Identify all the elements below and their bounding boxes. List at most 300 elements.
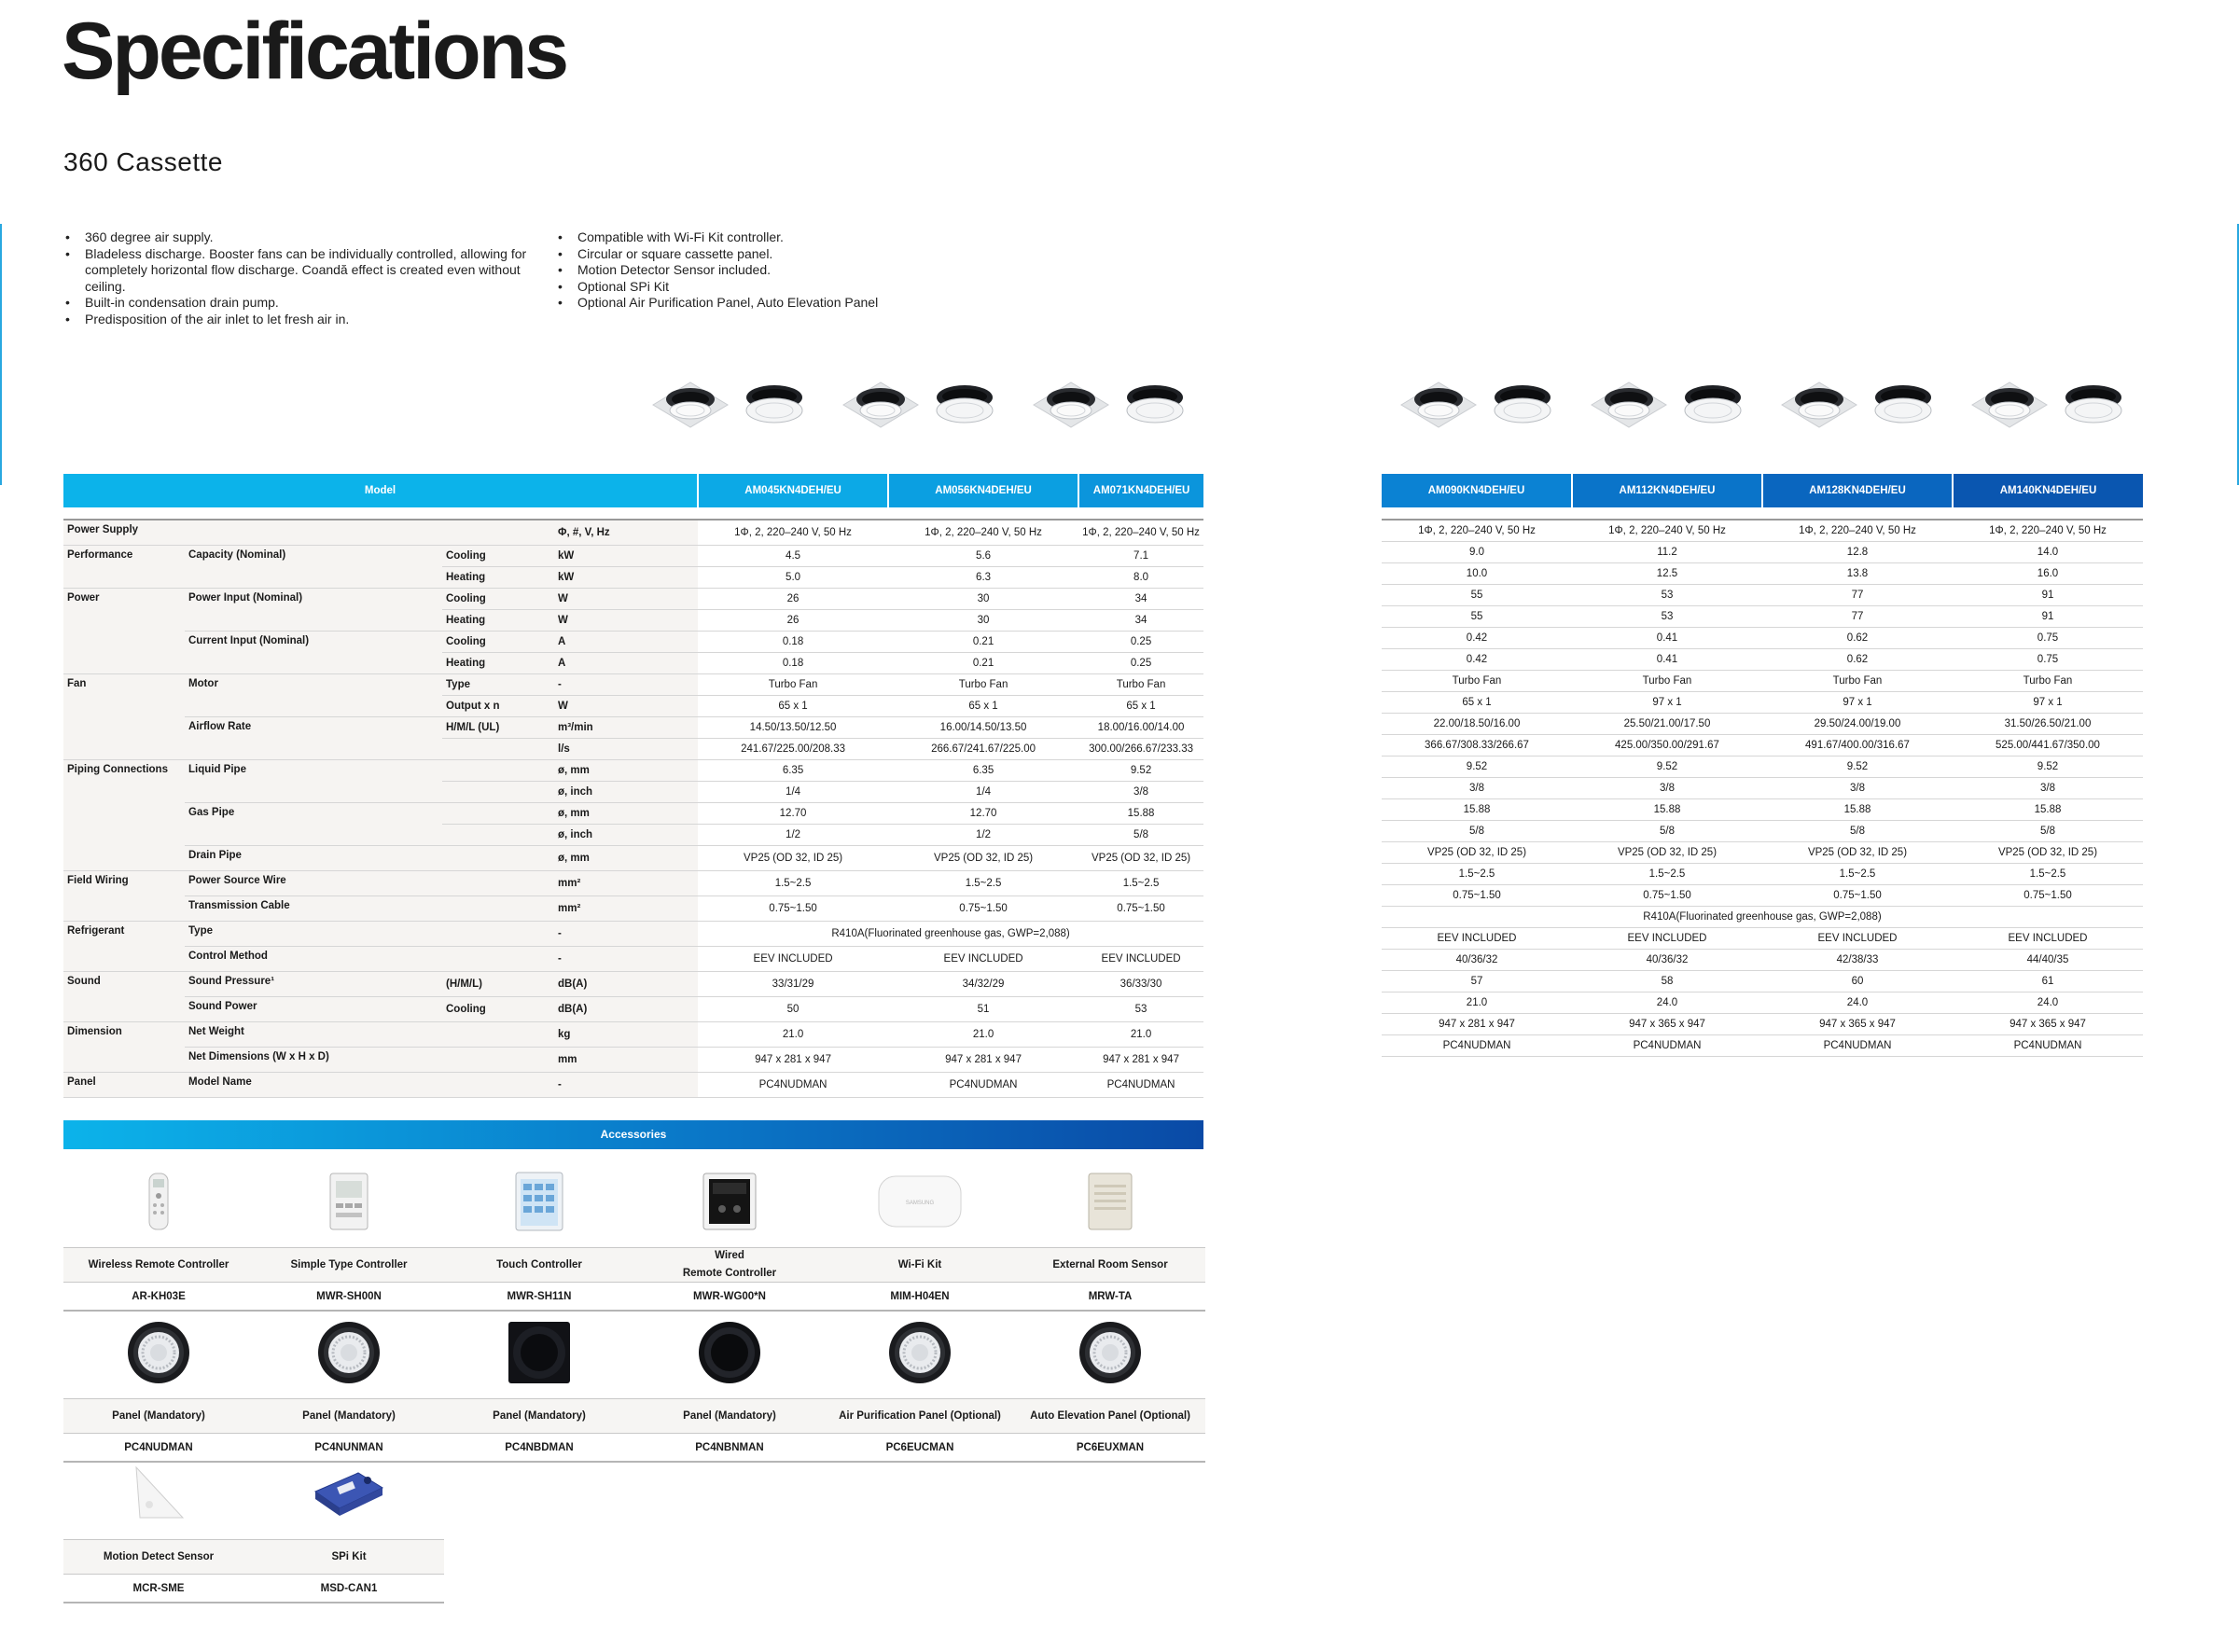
feature-item: • Compatible with Wi-Fi Kit controller. <box>577 229 1024 246</box>
spec-value: 42/38/33 <box>1762 950 1953 971</box>
spec-item-label: Capacity (Nominal) <box>185 546 442 589</box>
spec-value: 1Φ, 2, 220–240 V, 50 Hz <box>1572 520 1762 542</box>
accessory-card <box>825 1307 1015 1463</box>
spec-value: 491.67/400.00/316.67 <box>1762 735 1953 757</box>
remote-control-icon <box>63 1156 254 1247</box>
spec-value: Turbo Fan <box>1762 671 1953 692</box>
spec-value: 3/8 <box>1382 778 1572 799</box>
spec-value: 10.0 <box>1382 563 1572 585</box>
spec-value: 947 x 365 x 947 <box>1572 1014 1762 1035</box>
spec-value: 0.75 <box>1953 649 2143 671</box>
accessory-name: Panel (Mandatory) <box>63 1398 254 1434</box>
spec-subitem-label <box>442 520 554 546</box>
spec-value: 1.5~2.5 <box>888 871 1078 896</box>
spec-value: 16.00/14.50/13.50 <box>888 717 1078 739</box>
spec-value: 9.52 <box>1953 757 2143 778</box>
accessory-card <box>254 1156 444 1312</box>
spec-unit: A <box>554 653 698 674</box>
spec-value: 34/32/29 <box>888 972 1078 997</box>
spec-unit: ø, mm <box>554 803 698 825</box>
spec-value: 947 x 281 x 947 <box>698 1048 888 1073</box>
spec-value: 53 <box>1078 997 1203 1022</box>
wired-controller-icon <box>634 1156 825 1247</box>
spec-value: 6.3 <box>888 567 1078 589</box>
spec-value: 36/33/30 <box>1078 972 1203 997</box>
accessory-card <box>1015 1156 1205 1312</box>
spec-value: 0.42 <box>1382 628 1572 649</box>
spec-value: VP25 (OD 32, ID 25) <box>1572 842 1762 864</box>
spec-subitem-label <box>442 871 554 896</box>
spec-unit: W <box>554 589 698 610</box>
spec-value: 91 <box>1953 585 2143 606</box>
spec-unit: dB(A) <box>554 997 698 1022</box>
spec-value: 0.41 <box>1572 628 1762 649</box>
spec-row <box>1382 585 2143 606</box>
spec-value: 1/2 <box>698 825 888 846</box>
spec-value: EEV INCLUDED <box>1078 947 1203 972</box>
spec-value: 15.88 <box>1953 799 2143 821</box>
spec-unit: dB(A) <box>554 972 698 997</box>
spec-item-label: Motor <box>185 674 442 717</box>
spec-value: 44/40/35 <box>1953 950 2143 971</box>
spec-item-label: Sound Power <box>185 997 442 1022</box>
spec-value: VP25 (OD 32, ID 25) <box>698 846 888 871</box>
square-cassette-icon <box>646 377 735 431</box>
spec-row <box>1382 907 2143 928</box>
spec-value: 4.5 <box>698 546 888 567</box>
spec-value: 0.25 <box>1078 653 1203 674</box>
spec-value: PC4NUDMAN <box>1953 1035 2143 1057</box>
spec-value: 97 x 1 <box>1953 692 2143 714</box>
spec-item-label: Type <box>185 922 442 947</box>
accessory-name: Panel (Mandatory) <box>634 1398 825 1434</box>
spec-group-label: Refrigerant <box>63 922 185 972</box>
spec-value: 58 <box>1572 971 1762 993</box>
spec-value: 6.35 <box>888 760 1078 782</box>
spec-value: 1Φ, 2, 220–240 V, 50 Hz <box>1953 520 2143 542</box>
square-cassette-icon <box>1774 377 1864 431</box>
cassette-unit-image-pair <box>646 377 806 431</box>
spec-value: 15.88 <box>1572 799 1762 821</box>
spec-unit: mm² <box>554 896 698 922</box>
spec-row <box>1382 692 2143 714</box>
spec-unit: - <box>554 1073 698 1098</box>
accessory-code: MWR-SH11N <box>444 1283 634 1312</box>
spec-value: 1Φ, 2, 220–240 V, 50 Hz <box>1762 520 1953 542</box>
spec-value: 12.70 <box>698 803 888 825</box>
model-header: AM140KN4DEH/EU <box>1953 474 2143 507</box>
spec-value: VP25 (OD 32, ID 25) <box>1078 846 1203 871</box>
spec-value: 266.67/241.67/225.00 <box>888 739 1078 760</box>
accessory-name: Wi-Fi Kit <box>825 1247 1015 1283</box>
spec-value: 0.75~1.50 <box>1078 896 1203 922</box>
spec-value: 0.21 <box>888 632 1078 653</box>
feature-item: • Optional Air Purification Panel, Auto Elevation Panel <box>577 295 1024 312</box>
model-header: AM071KN4DEH/EU <box>1078 474 1203 507</box>
spec-row <box>63 674 1203 696</box>
spec-value: 1Φ, 2, 220–240 V, 50 Hz <box>1078 520 1203 546</box>
cassette-unit-image-pair <box>836 377 996 431</box>
spec-value: 947 x 281 x 947 <box>1078 1048 1203 1073</box>
spec-value: 0.42 <box>1382 649 1572 671</box>
accessory-name: Panel (Mandatory) <box>254 1398 444 1434</box>
room-sensor-icon <box>1015 1156 1205 1247</box>
spec-row <box>1382 799 2143 821</box>
spec-row <box>63 803 1203 825</box>
spec-value: 14.0 <box>1953 542 2143 563</box>
spec-value: 6.35 <box>698 760 888 782</box>
spec-value: Turbo Fan <box>1078 674 1203 696</box>
accessory-code: PC6EUXMAN <box>1015 1434 1205 1463</box>
spec-item-label: Power Input (Nominal) <box>185 589 442 632</box>
spec-value: 26 <box>698 589 888 610</box>
spec-value: 97 x 1 <box>1572 692 1762 714</box>
spec-value: 0.62 <box>1762 628 1953 649</box>
spec-value: 65 x 1 <box>1078 696 1203 717</box>
spec-unit: kW <box>554 546 698 567</box>
spec-subitem-label: Heating <box>442 610 554 632</box>
accessory-card <box>444 1156 634 1312</box>
spec-value: 9.52 <box>1382 757 1572 778</box>
spec-value: Turbo Fan <box>1382 671 1572 692</box>
accessory-code: AR-KH03E <box>63 1283 254 1312</box>
spec-row <box>1382 885 2143 907</box>
spec-value: 55 <box>1382 606 1572 628</box>
spec-value: PC4NUDMAN <box>1382 1035 1572 1057</box>
spec-value: 7.1 <box>1078 546 1203 567</box>
spec-value: 9.52 <box>1572 757 1762 778</box>
spec-value: 24.0 <box>1953 993 2143 1014</box>
accessory-name: Air Purification Panel (Optional) <box>825 1398 1015 1434</box>
spec-value: 77 <box>1762 606 1953 628</box>
square-cassette-icon <box>1584 377 1674 431</box>
spec-value: 51 <box>888 997 1078 1022</box>
cassette-unit-image-pair <box>1394 377 1554 431</box>
accessory-name: External Room Sensor <box>1015 1247 1205 1283</box>
spec-value: 8.0 <box>1078 567 1203 589</box>
spec-value: EEV INCLUDED <box>1572 928 1762 950</box>
spec-group-label: Sound <box>63 972 185 1022</box>
spec-value: 57 <box>1382 971 1572 993</box>
cassette-unit-image-pair <box>1584 377 1745 431</box>
spec-value: PC4NUDMAN <box>1078 1073 1203 1098</box>
spec-value: 40/36/32 <box>1382 950 1572 971</box>
accessory-card <box>634 1307 825 1463</box>
accessory-name: Auto Elevation Panel (Optional) <box>1015 1398 1205 1434</box>
feature-list-left <box>65 229 550 327</box>
spec-row <box>1382 928 2143 950</box>
accessory-code: PC4NBDMAN <box>444 1434 634 1463</box>
model-header: AM128KN4DEH/EU <box>1762 474 1953 507</box>
spec-group-label: Panel <box>63 1073 185 1098</box>
spec-group-label: Field Wiring <box>63 871 185 922</box>
spec-value: PC4NUDMAN <box>1762 1035 1953 1057</box>
spec-subitem-label: H/M/L (UL) <box>442 717 554 739</box>
accessory-code: PC4NUNMAN <box>254 1434 444 1463</box>
square-black-panel-icon <box>444 1307 634 1398</box>
spec-group-label: Performance <box>63 546 185 589</box>
spec-row <box>63 997 1203 1022</box>
accessory-name: Wired Remote Controller <box>634 1247 825 1283</box>
spec-value: 21.0 <box>1078 1022 1203 1048</box>
feature-item: • Circular or square cassette panel. <box>577 246 1024 263</box>
model-header-label: Model <box>63 474 698 507</box>
spec-row <box>1382 821 2143 842</box>
spec-unit: ø, mm <box>554 846 698 871</box>
spec-value: EEV INCLUDED <box>1953 928 2143 950</box>
accessory-code: PC4NUDMAN <box>63 1434 254 1463</box>
round-cassette-icon <box>1491 382 1554 425</box>
spec-unit: W <box>554 610 698 632</box>
spec-group-label: Fan <box>63 674 185 760</box>
spec-row <box>63 1022 1203 1048</box>
spec-value: 15.88 <box>1078 803 1203 825</box>
spec-value: PC4NUDMAN <box>698 1073 888 1098</box>
spec-value: EEV INCLUDED <box>1762 928 1953 950</box>
spec-value: 1/4 <box>698 782 888 803</box>
round-panel-icon <box>1015 1307 1205 1398</box>
spec-row <box>63 760 1203 782</box>
spec-value: 65 x 1 <box>698 696 888 717</box>
model-header: AM090KN4DEH/EU <box>1382 474 1572 507</box>
spec-value: 53 <box>1572 585 1762 606</box>
spec-subitem-label: (H/M/L) <box>442 972 554 997</box>
spec-value: 24.0 <box>1762 993 1953 1014</box>
accessory-name: Wireless Remote Controller <box>63 1247 254 1283</box>
spec-value: 25.50/21.00/17.50 <box>1572 714 1762 735</box>
spec-value: 3/8 <box>1078 782 1203 803</box>
spec-value: 34 <box>1078 610 1203 632</box>
spec-value: 947 x 365 x 947 <box>1953 1014 2143 1035</box>
spec-value: 30 <box>888 589 1078 610</box>
spec-row <box>63 846 1203 871</box>
spec-value: 1Φ, 2, 220–240 V, 50 Hz <box>698 520 888 546</box>
spec-value: 1.5~2.5 <box>1078 871 1203 896</box>
spec-value: 91 <box>1953 606 2143 628</box>
square-cassette-icon <box>836 377 925 431</box>
spec-value: EEV INCLUDED <box>888 947 1078 972</box>
spec-value: 0.75 <box>1953 628 2143 649</box>
spec-value: 29.50/24.00/19.00 <box>1762 714 1953 735</box>
page-subtitle: 360 Cassette <box>63 147 223 176</box>
spec-unit: A <box>554 632 698 653</box>
spec-row <box>1382 778 2143 799</box>
spi-kit-icon <box>254 1448 444 1539</box>
spec-row <box>63 947 1203 972</box>
spec-row <box>1382 520 2143 542</box>
accessory-code: MWR-WG00*N <box>634 1283 825 1312</box>
square-cassette-icon <box>1965 377 2054 431</box>
spec-subitem-label <box>442 760 554 782</box>
spec-value: 14.50/13.50/12.50 <box>698 717 888 739</box>
spec-value: 425.00/350.00/291.67 <box>1572 735 1762 757</box>
page-edge-accent-left <box>0 224 2 485</box>
spec-table-left <box>63 474 1203 1098</box>
cassette-unit-image-pair <box>1026 377 1187 431</box>
spec-subitem-label <box>442 1048 554 1073</box>
spec-row <box>1382 757 2143 778</box>
spec-value: EEV INCLUDED <box>698 947 888 972</box>
spec-value: 1/4 <box>888 782 1078 803</box>
spec-row <box>63 717 1203 739</box>
spec-value: VP25 (OD 32, ID 25) <box>1762 842 1953 864</box>
spec-subitem-label <box>442 922 554 947</box>
spec-value: PC4NUDMAN <box>1572 1035 1762 1057</box>
spec-subitem-label <box>442 825 554 846</box>
accessory-card <box>254 1448 444 1603</box>
model-header: AM045KN4DEH/EU <box>698 474 888 507</box>
spec-value: 1/2 <box>888 825 1078 846</box>
spec-row <box>1382 1035 2143 1057</box>
spec-unit: kg <box>554 1022 698 1048</box>
spec-value: 22.00/18.50/16.00 <box>1382 714 1572 735</box>
spec-value: 1.5~2.5 <box>698 871 888 896</box>
spec-value: 9.52 <box>1762 757 1953 778</box>
spec-subitem-label <box>442 1022 554 1048</box>
spec-row <box>1382 735 2143 757</box>
spec-value: 0.18 <box>698 632 888 653</box>
spec-unit: mm <box>554 1048 698 1073</box>
feature-item: • Motion Detector Sensor included. <box>577 262 1024 279</box>
spec-subitem-label: Cooling <box>442 546 554 567</box>
spec-row <box>1382 864 2143 885</box>
spec-row <box>63 632 1203 653</box>
spec-value: 31.50/26.50/21.00 <box>1953 714 2143 735</box>
feature-item: • Bladeless discharge. Booster fans can be individually controlled, allowing for completely horizontal flow discharge. Coandă effect is created even without ceiling. <box>84 246 550 296</box>
spec-value: 0.75~1.50 <box>1572 885 1762 907</box>
spec-table-right <box>1382 474 2143 1057</box>
spec-item-label: Drain Pipe <box>185 846 442 871</box>
spec-value: 11.2 <box>1572 542 1762 563</box>
spec-value: 12.5 <box>1572 563 1762 585</box>
spec-value: 15.88 <box>1382 799 1572 821</box>
spec-row <box>63 972 1203 997</box>
spec-unit: ø, inch <box>554 825 698 846</box>
spec-value: 50 <box>698 997 888 1022</box>
spec-value: 1Φ, 2, 220–240 V, 50 Hz <box>888 520 1078 546</box>
spec-unit: ø, inch <box>554 782 698 803</box>
spec-value: 97 x 1 <box>1762 692 1953 714</box>
spec-item-label: Airflow Rate <box>185 717 442 760</box>
spec-row <box>63 871 1203 896</box>
spec-row <box>1382 628 2143 649</box>
spec-value: 5/8 <box>1382 821 1572 842</box>
spec-value: 60 <box>1762 971 1953 993</box>
spec-value: Turbo Fan <box>698 674 888 696</box>
spec-value: 24.0 <box>1572 993 1762 1014</box>
spec-value: Turbo Fan <box>888 674 1078 696</box>
spec-row <box>63 896 1203 922</box>
spec-value: 241.67/225.00/208.33 <box>698 739 888 760</box>
spec-item-label <box>185 520 442 546</box>
spec-value: Turbo Fan <box>1572 671 1762 692</box>
spec-value: 0.75~1.50 <box>1762 885 1953 907</box>
spec-unit: - <box>554 922 698 947</box>
spec-value: 947 x 281 x 947 <box>888 1048 1078 1073</box>
spec-value: 21.0 <box>888 1022 1078 1048</box>
spec-value: VP25 (OD 32, ID 25) <box>888 846 1078 871</box>
accessory-card <box>254 1307 444 1463</box>
spec-item-label: Power Source Wire <box>185 871 442 896</box>
accessory-card <box>444 1307 634 1463</box>
accessory-card <box>825 1156 1015 1312</box>
spec-subitem-label: Type <box>442 674 554 696</box>
spec-unit: Φ, #, V, Hz <box>554 520 698 546</box>
spec-value: 55 <box>1382 585 1572 606</box>
wifi-kit-icon <box>825 1156 1015 1247</box>
spec-value: 300.00/266.67/233.33 <box>1078 739 1203 760</box>
spec-item-label: Transmission Cable <box>185 896 442 922</box>
spec-value: 65 x 1 <box>888 696 1078 717</box>
spec-unit: - <box>554 947 698 972</box>
round-cassette-icon <box>2062 382 2125 425</box>
spec-value: 12.8 <box>1762 542 1953 563</box>
accessory-card <box>63 1448 254 1603</box>
spec-row <box>63 1073 1203 1098</box>
spec-value: 5.6 <box>888 546 1078 567</box>
wall-controller-icon <box>254 1156 444 1247</box>
spec-value: 0.75~1.50 <box>1953 885 2143 907</box>
spec-value: 9.0 <box>1382 542 1572 563</box>
spec-value: 1.5~2.5 <box>1572 864 1762 885</box>
spec-value: 0.75~1.50 <box>888 896 1078 922</box>
spec-item-label: Sound Pressure¹ <box>185 972 442 997</box>
spec-value: 12.70 <box>888 803 1078 825</box>
spec-value: 15.88 <box>1762 799 1953 821</box>
accessory-code: MRW-TA <box>1015 1283 1205 1312</box>
spec-row <box>1382 1014 2143 1035</box>
spec-value: 0.25 <box>1078 632 1203 653</box>
spec-item-label: Current Input (Nominal) <box>185 632 442 674</box>
spec-subitem-label <box>442 782 554 803</box>
spec-subitem-label <box>442 1073 554 1098</box>
spec-item-label: Liquid Pipe <box>185 760 442 803</box>
page-title: Specifications <box>62 7 567 96</box>
spec-row <box>63 1048 1203 1073</box>
spec-subitem-label: Output x n <box>442 696 554 717</box>
feature-item: • Optional SPi Kit <box>577 279 1024 296</box>
round-black-panel-icon <box>634 1307 825 1398</box>
feature-item: • Built-in condensation drain pump. <box>84 295 550 312</box>
accessory-code: MCR-SME <box>63 1575 254 1603</box>
spec-value: 77 <box>1762 585 1953 606</box>
spec-row <box>63 922 1203 947</box>
spec-subitem-label: Heating <box>442 567 554 589</box>
spec-row <box>63 520 1203 546</box>
round-cassette-icon <box>1871 382 1935 425</box>
spec-value: 21.0 <box>1382 993 1572 1014</box>
spec-row <box>1382 842 2143 864</box>
accessory-code: MIM-H04EN <box>825 1283 1015 1312</box>
spec-value: Turbo Fan <box>1953 671 2143 692</box>
accessory-card <box>63 1307 254 1463</box>
spec-value: 0.75~1.50 <box>698 896 888 922</box>
accessory-code: MWR-SH00N <box>254 1283 444 1312</box>
round-panel-icon <box>63 1307 254 1398</box>
spec-value: 0.18 <box>698 653 888 674</box>
motion-sensor-icon <box>63 1448 254 1539</box>
spec-row <box>1382 542 2143 563</box>
spec-row <box>1382 971 2143 993</box>
spec-subitem-label <box>442 739 554 760</box>
spec-row <box>63 546 1203 567</box>
cassette-unit-image-pair <box>1774 377 1935 431</box>
spec-item-label: Gas Pipe <box>185 803 442 846</box>
spec-value: VP25 (OD 32, ID 25) <box>1382 842 1572 864</box>
spec-item-label: Net Weight <box>185 1022 442 1048</box>
round-panel-icon <box>254 1307 444 1398</box>
spec-value: 65 x 1 <box>1382 692 1572 714</box>
